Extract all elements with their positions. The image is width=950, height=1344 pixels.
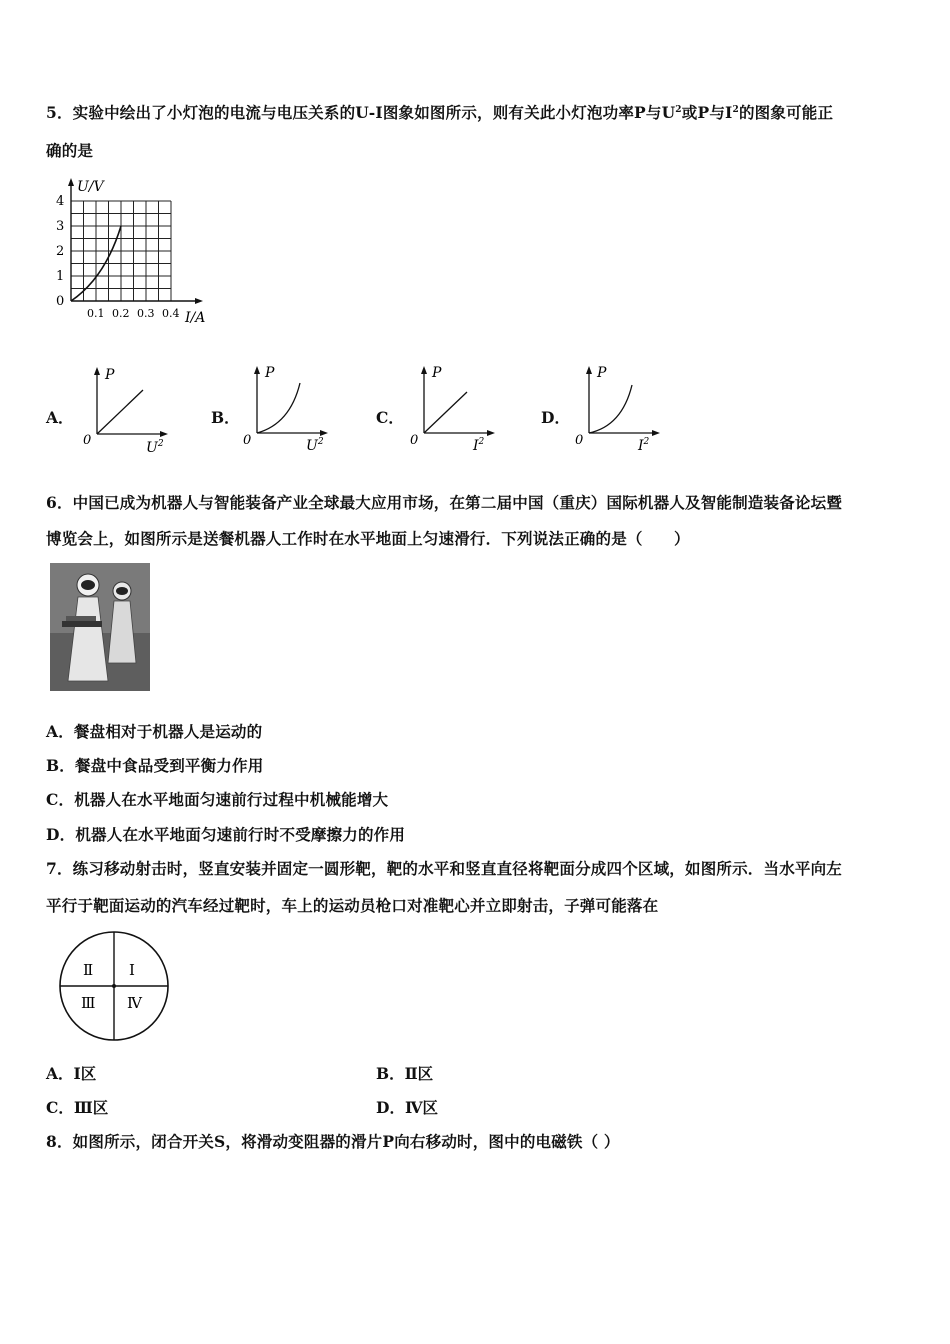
q7-stem-line2: 平行于靶面运动的汽车经过靶时，车上的运动员枪口对准靶心并立即射击，子弹可能落在: [46, 896, 659, 915]
q7-option-d: D．Ⅳ区: [376, 1098, 439, 1117]
q5-option-b-y-label: P: [265, 365, 275, 381]
robot-photo-art: [50, 563, 150, 691]
q5-option-b-letter: B．: [211, 408, 240, 427]
ui-graph-y-arrow: [68, 178, 74, 186]
q5-option-a-y-label: P: [105, 367, 115, 383]
ui-graph-x-tick: 0.2: [112, 307, 130, 320]
q5-option-c-origin: 0: [410, 433, 419, 448]
q5-option-c-letter: C．: [376, 408, 404, 427]
ui-graph-x-label: I/A: [185, 310, 206, 326]
ui-graph-x-tick: 0.1: [87, 307, 105, 320]
ui-graph-y-tick: 3: [56, 219, 65, 234]
q7-option-a: A．Ⅰ区: [46, 1064, 97, 1083]
q5-option-b-origin: 0: [243, 433, 252, 448]
q5-option-d-origin: 0: [575, 433, 584, 448]
target-center: [112, 984, 116, 988]
q5-option-b-curve: [257, 383, 300, 433]
q5-option-a-x-label: $U^2$: [146, 439, 164, 456]
q7-option-b: B．Ⅱ区: [376, 1064, 434, 1083]
q7-stem-line1: 7．练习移动射击时，竖直安装并固定一圆形靶，靶的水平和竖直直径将靶面分成四个区域，如图所示．当水平向左: [46, 859, 842, 878]
q6-option-d: D．机器人在水平地面匀速前行时不受摩擦力的作用: [46, 825, 406, 844]
q5-option-a-origin: 0: [83, 433, 92, 448]
q6-stem-line1: 6．中国已成为机器人与智能装备产业全球最大应用市场，在第二届中国（重庆）国际机器人及智能制造装备论坛暨: [46, 493, 842, 512]
q5-option-c-x-label: $I^2$: [473, 437, 485, 453]
q6-stem-line2: 博览会上，如图所示是送餐机器人工作时在水平地面上匀速滑行．下列说法正确的是（ ）: [46, 529, 690, 548]
q5-option-c-curve: [424, 392, 467, 433]
q5-option-d-graph: [570, 358, 665, 453]
q7-option-c: C．Ⅲ区: [46, 1098, 109, 1117]
target-region-4: Ⅳ: [127, 994, 142, 1012]
robot-photo: [50, 563, 150, 691]
q5-option-d-letter: D．: [541, 408, 570, 427]
ui-graph-y-label: U/V: [77, 179, 104, 195]
ui-graph-y-tick: 1: [56, 269, 65, 284]
ui-graph-y-tick: 2: [56, 244, 65, 259]
ui-graph: [50, 176, 220, 328]
ui-graph-origin: 0: [56, 294, 65, 309]
q6-option-c: C．机器人在水平地面匀速前行过程中机械能增大: [46, 790, 389, 809]
target-region-1: Ⅰ: [129, 961, 135, 979]
q5-stem-line1: 5．实验中绘出了小灯泡的电流与电压关系的U-I图象如图所示，则有关此小灯泡功率P与$U^2$或P与$I^2$的图象可能正: [46, 103, 834, 122]
q5-option-d-curve: [589, 385, 632, 433]
ui-graph-x-tick: 0.4: [162, 307, 180, 320]
q5-option-c-y-label: P: [432, 365, 442, 381]
q6-option-b: B．餐盘中食品受到平衡力作用: [46, 756, 264, 775]
target-region-2: Ⅱ: [83, 961, 94, 979]
target-diagram: [55, 930, 175, 1045]
q5-option-b-graph: [238, 358, 333, 453]
q8-stem-line1: 8．如图所示，闭合开关S，将滑动变阻器的滑片P向右移动时，图中的电磁铁（ ）: [46, 1132, 620, 1151]
q5-option-a-letter: A．: [46, 408, 74, 427]
q5-option-a-curve: [97, 390, 143, 434]
q5-option-c-graph: [405, 358, 500, 453]
q6-option-a: A．餐盘相对于机器人是运动的: [46, 722, 263, 741]
q5-option-b-x-label: $U^2$: [306, 437, 324, 453]
q5-option-d-y-label: P: [597, 365, 607, 381]
q5-option-a-graph: [78, 362, 173, 457]
target-region-3: Ⅲ: [81, 994, 96, 1012]
ui-graph-grid: [71, 201, 171, 301]
ui-graph-x-arrow: [195, 298, 203, 304]
ui-graph-y-tick: 4: [56, 194, 65, 209]
q5-option-d-x-label: $I^2$: [638, 437, 650, 453]
ui-graph-x-tick: 0.3: [137, 307, 155, 320]
q5-stem-line2: 确的是: [46, 141, 94, 160]
